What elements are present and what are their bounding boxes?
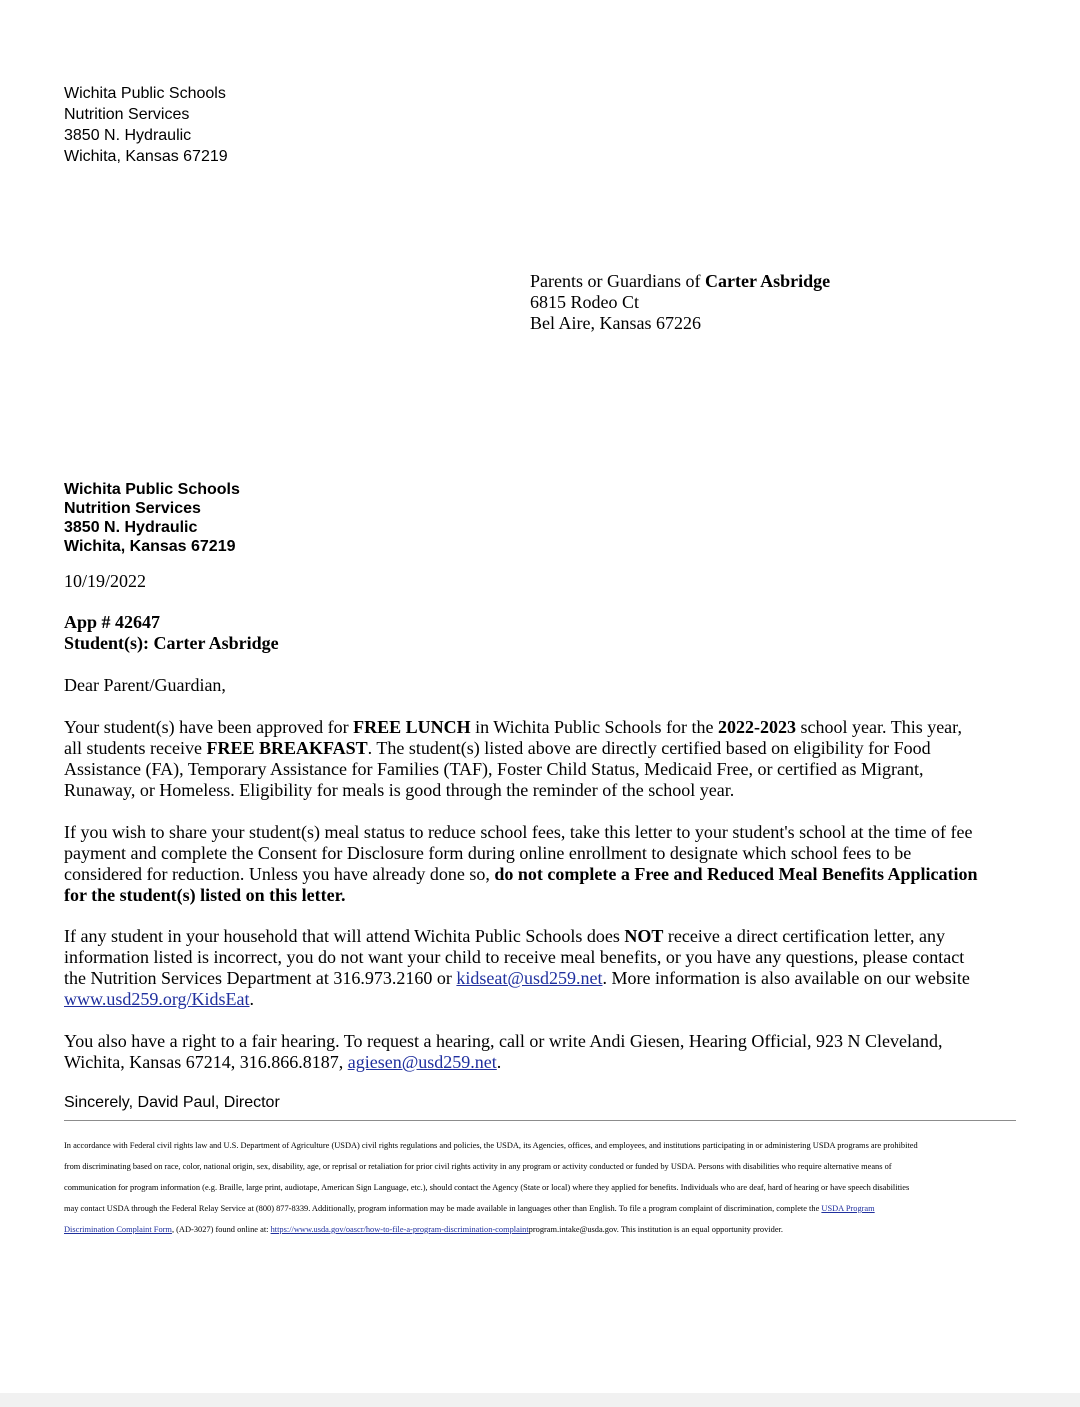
kidseat-website-link[interactable]: www.usd259.org/KidsEat <box>64 989 250 1009</box>
letterhead-line: Wichita, Kansas 67219 <box>64 538 236 555</box>
approval-paragraph: Your student(s) have been approved for FREE LUNCH in Wichita Public Schools for the 2022-2023 school year. This year, all students receive FREE BREAKFAST. The student(s) listed above are directly certified based on eligibility for Food Assistance (FA), Temporary Assistance for Families (TAF), Foster Child Status, Medicaid Free, or certified as Migrant, Runaway, or Homeless. Eligibility for meals is good through the reminder of the school year. <box>64 717 962 800</box>
letter-date: 10/19/2022 <box>64 571 147 591</box>
signature: Sincerely, David Paul, Director <box>64 1094 280 1111</box>
salutation: Dear Parent/Guardian, <box>64 675 226 695</box>
letterhead-line: Nutrition Services <box>64 500 201 517</box>
usda-disclaimer: In accordance with Federal civil rights law and U.S. Department of Agriculture (USDA) civil rights regulations and policies, the USDA, its Agencies, offices, and employees, and institutions participating in or administering USDA programs are prohibited from discriminating based on race, color, national origin, sex, disability, age, or reprisal or retaliation for prior civil rights activity in any program or activity conducted or funded by USDA. Persons with disabilities who require alternative means of communication for program information (e.g. Braille, large print, audiotape, American Sign Language, etc.), should contact the Agency (State or local) where they applied for benefits. Individuals who are deaf, hard of hearing or have speech disabilities may contact USDA through the Federal Relay Service at (800) 877-8339. Additionally, program information may be made available in languages other than English. To file a program complaint of discrimination, complete the USDA Program Discrimination Complaint Form, (AD-3027) found online at: https://www.usda.gov/oascr/how-to-file-a-program-discrimination-complaintprogram.intake@usda.gov. This institution is an equal opportunity provider. <box>64 1141 918 1234</box>
sender-line: Nutrition Services <box>64 106 190 123</box>
sender-line: 3850 N. Hydraulic <box>64 127 192 144</box>
students-line: Student(s): Carter Asbridge <box>64 633 279 653</box>
viewer-bottom-bar <box>0 1393 1080 1407</box>
recipient-address <box>530 271 830 334</box>
recipient-name: Carter Asbridge <box>704 271 831 291</box>
complaint-form-link[interactable]: USDA Program <box>821 1204 875 1213</box>
application-info <box>64 612 279 654</box>
hearing-paragraph: You also have a right to a fair hearing. To request a hearing, call or write Andi Giesen, Hearing Official, 923 N Cleveland, Wichita, Kansas 67214, 316.866.8187, agiesen@usd259.net. <box>64 1031 943 1072</box>
sender-line: Wichita Public Schools <box>64 85 226 102</box>
student-names: Carter Asbridge <box>153 633 279 653</box>
usda-complaint-url-link[interactable]: https://www.usda.gov/oascr/how-to-file-a-program-discrimination-complaint <box>270 1225 529 1234</box>
letterhead <box>64 480 240 556</box>
recipient-street: 6815 Rodeo Ct <box>530 292 640 312</box>
program-intake-email: program.intake@usda.gov <box>528 1225 617 1234</box>
contact-paragraph: If any student in your household that will attend Wichita Public Schools does NOT receive a direct certification letter, any information listed is incorrect, you do not want your child to receive meal benefits, or you have any questions, please contact the Nutrition Services Department at 316.973.2160 or kidseat@usd259.net. More information is also available on our website www.usd259.org/KidsEat. <box>64 926 970 1009</box>
complaint-form-link-cont[interactable]: Discrimination Complaint Form <box>64 1225 172 1234</box>
recipient-city: Bel Aire, Kansas 67226 <box>530 313 701 333</box>
hearing-email-link[interactable]: agiesen@usd259.net <box>347 1052 497 1072</box>
app-number: App # 42647 <box>64 612 161 632</box>
footer-divider <box>64 1120 1016 1121</box>
sender-address <box>64 83 228 167</box>
kidseat-email-link[interactable]: kidseat@usd259.net <box>456 968 603 988</box>
recipient-line: Parents or Guardians of Carter Asbridge <box>530 271 831 291</box>
fees-paragraph: If you wish to share your student(s) meal status to reduce school fees, take this letter to your student's school at the time of fee payment and complete the Consent for Disclosure form during online enrollment to designate which school fees to be considered for reduction. Unless you have already done so, do not complete a Free and Reduced Meal Benefits Application for the student(s) listed on this letter. <box>64 822 978 905</box>
sender-line: Wichita, Kansas 67219 <box>64 148 228 165</box>
letterhead-line: Wichita Public Schools <box>64 481 240 498</box>
letterhead-line: 3850 N. Hydraulic <box>64 519 198 536</box>
